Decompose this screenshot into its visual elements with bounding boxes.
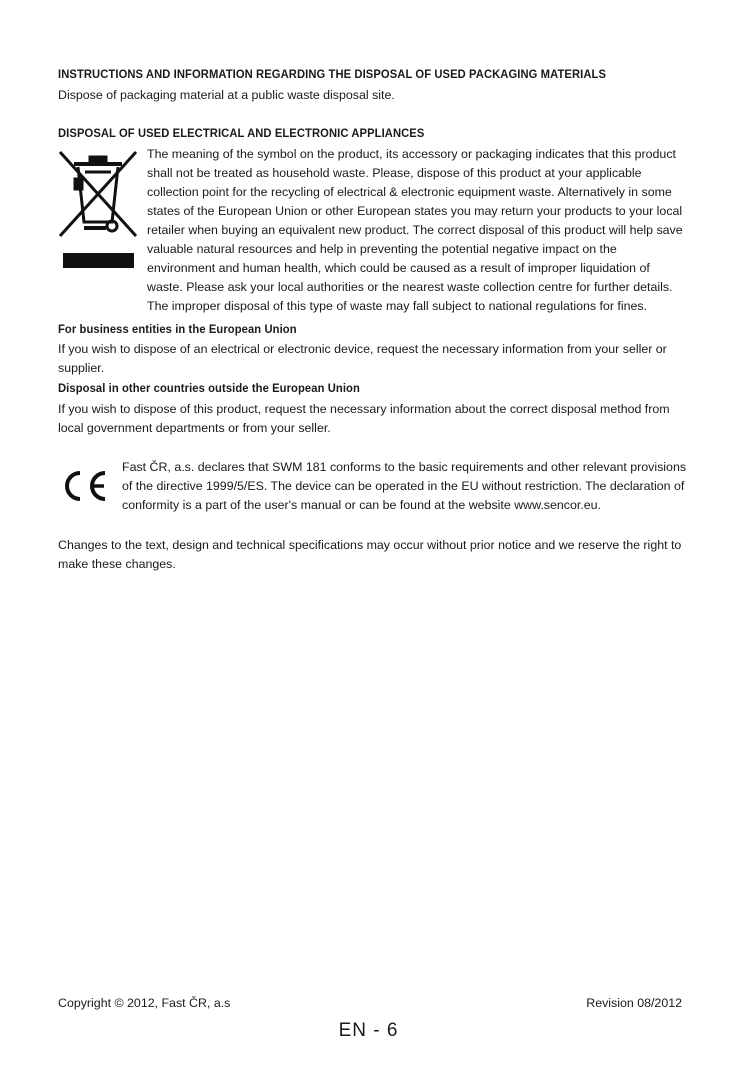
crossed-out-wheeled-bin-icon [56,148,140,240]
outside-eu-heading: Disposal in other countries outside the European Union [58,382,360,396]
revision-text: Revision 08/2012 [586,996,682,1010]
copyright-text: Copyright © 2012, Fast ČR, a.s [58,996,231,1010]
electrical-heading: DISPOSAL OF USED ELECTRICAL AND ELECTRONIC APPLIANCES [58,127,425,141]
packaging-text: Dispose of packaging material at a public waste disposal site. [58,88,395,102]
ce-mark-icon [60,468,110,504]
page-number: EN - 6 [338,1020,399,1041]
business-text: If you wish to dispose of an electrical or electronic device, request the necessary information from your seller or supplier. [58,342,667,375]
packaging-heading: INSTRUCTIONS AND INFORMATION REGARDING THE DISPOSAL OF USED PACKAGING MATERIALS [58,68,607,82]
business-heading: For business entities in the European Union [58,323,297,337]
ce-declaration-text: Fast ČR, a.s. declares that SWM 181 conforms to the basic requirements and other relevant provisions of the directive 1999/5/ES. The device can be operated in the EU without restriction. The declaration of conformity is a part of the user's manual or can be found at the website www.sencor.eu. [122,460,687,512]
weee-underline-bar [63,253,134,268]
electrical-text: The meaning of the symbol on the product, its accessory or packaging indicates that this product shall not be treated as household waste. Please, dispose of this product at your applicable collection point for the recycling of electrical & electronic equipment waste. Alternatively in some states of the European Union or other European states you may return your products to your local retailer when buying an equivalent new product. The correct disposal of this product will help save valuable natural resources and help in preventing the potential negative impact on the environment and human health, which could be caused as a result of improper liquidation of waste. Please ask your local authorities or the nearest waste collection centre for further details. The improper disposal of this type of waste may fall subject to national regulations for fines. [147,147,683,313]
outside-eu-text: If you wish to dispose of this product, request the necessary information about the correct disposal method from local government departments or from your seller. [58,402,670,435]
changes-note: Changes to the text, design and technical specifications may occur without prior notice and we reserve the right to make these changes. [58,538,682,571]
